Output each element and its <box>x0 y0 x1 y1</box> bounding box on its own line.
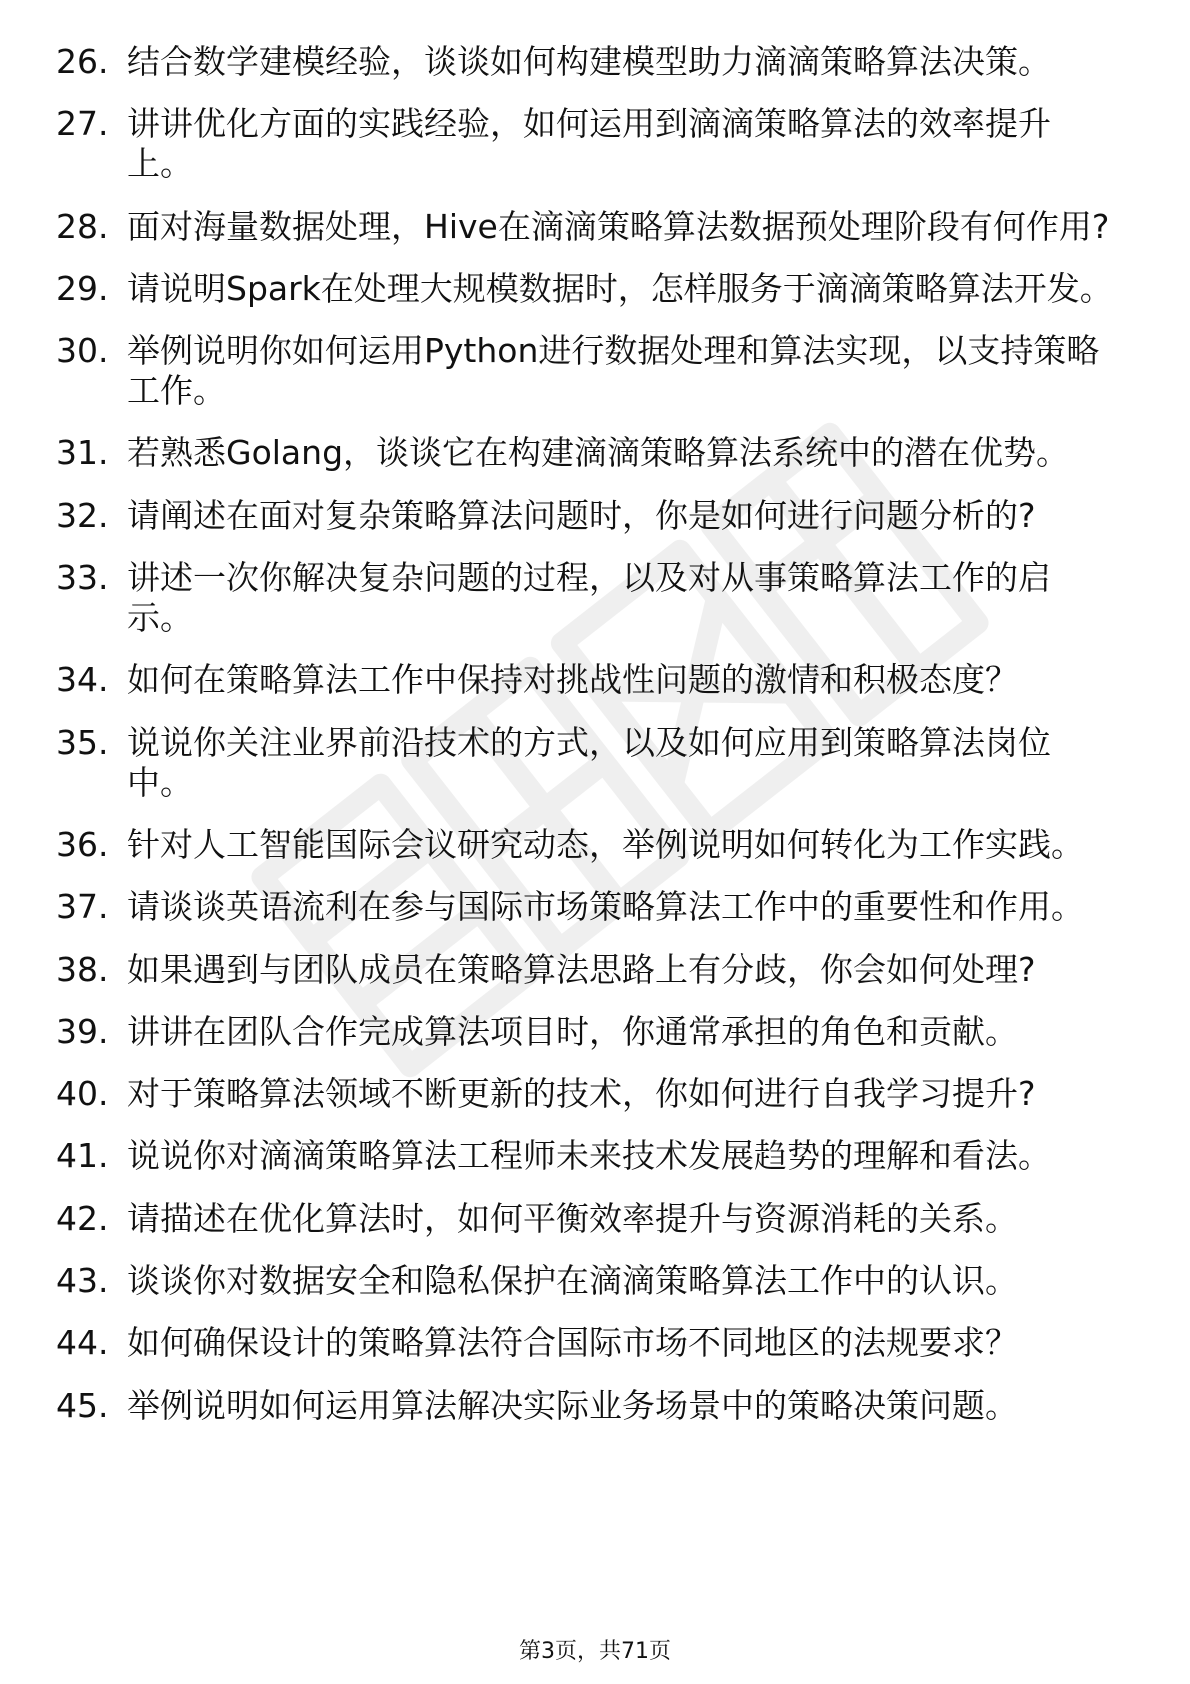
question-number: 37. <box>56 887 109 927</box>
question-number: 44. <box>56 1323 109 1363</box>
question-number: 39. <box>56 1011 109 1051</box>
question-text: 请谈谈英语流利在参与国际市场策略算法工作中的重要性和作用。 <box>127 887 1084 927</box>
question-text: 如果遇到与团队成员在策略算法思路上有分歧，你会如何处理? <box>127 949 1036 989</box>
question-item <box>56 1323 1116 1363</box>
question-number: 40. <box>56 1074 109 1114</box>
question-text: 讲述一次你解决复杂问题的过程，以及对从事策略算法工作的启示。 <box>127 558 1051 638</box>
question-item <box>56 558 1116 638</box>
question-text: 如何在策略算法工作中保持对挑战性问题的激情和积极态度？ <box>127 660 1018 700</box>
question-item <box>56 331 1116 411</box>
question-item <box>56 104 1116 184</box>
question-number: 28. <box>56 206 109 246</box>
question-item <box>56 825 1116 865</box>
question-list <box>56 42 1116 1448</box>
question-text: 请说明Spark在处理大规模数据时，怎样服务于滴滴策略算法开发。 <box>127 268 1113 308</box>
question-text: 请描述在优化算法时，如何平衡效率提升与资源消耗的关系。 <box>127 1198 1018 1238</box>
question-item <box>56 1136 1116 1176</box>
question-number: 31. <box>56 433 109 473</box>
question-number: 41. <box>56 1136 109 1176</box>
question-number: 42. <box>56 1198 109 1238</box>
question-number: 26. <box>56 42 109 81</box>
question-number: 36. <box>56 824 109 864</box>
question-text: 对于策略算法领域不断更新的技术，你如何进行自我学习提升? <box>127 1074 1036 1114</box>
question-item <box>56 207 1116 247</box>
question-text: 讲讲在团队合作完成算法项目时，你通常承担的角色和贡献。 <box>127 1011 1018 1051</box>
question-item <box>56 660 1116 700</box>
question-item <box>56 950 1116 990</box>
question-text: 若熟悉Golang，谈谈它在构建滴滴策略算法系统中的潜在优势。 <box>127 433 1070 473</box>
question-text: 面对海量数据处理，Hive在滴滴策略算法数据预处理阶段有何作用? <box>127 206 1110 246</box>
question-number: 32. <box>56 495 109 535</box>
question-text: 说说你关注业界前沿技术的方式，以及如何应用到策略算法岗位中。 <box>127 722 1051 802</box>
question-text: 如何确保设计的策略算法符合国际市场不同地区的法规要求？ <box>127 1323 1018 1363</box>
question-text: 说说你对滴滴策略算法工程师未来技术发展趋势的理解和看法。 <box>127 1136 1051 1176</box>
question-item <box>56 496 1116 536</box>
question-item <box>56 433 1116 473</box>
question-number: 29. <box>56 268 109 308</box>
question-text: 请阐述在面对复杂策略算法问题时，你是如何进行问题分析的? <box>127 495 1036 535</box>
question-number: 33. <box>56 558 109 598</box>
question-number: 43. <box>56 1261 109 1301</box>
page-number-footer: 第3页，共71页 <box>519 1639 671 1664</box>
question-item <box>56 1012 1116 1052</box>
question-item <box>56 1199 1116 1239</box>
question-text: 谈谈你对数据安全和隐私保护在滴滴策略算法工作中的认识。 <box>127 1261 1018 1301</box>
question-number: 38. <box>56 949 109 989</box>
question-item <box>56 42 1116 82</box>
question-number: 35. <box>56 722 109 762</box>
question-number: 45. <box>56 1385 109 1425</box>
question-text: 针对人工智能国际会议研究动态，举例说明如何转化为工作实践。 <box>127 824 1084 864</box>
question-text: 举例说明如何运用算法解决实际业务场景中的策略决策问题。 <box>127 1385 1018 1425</box>
question-item <box>56 887 1116 927</box>
question-text: 结合数学建模经验，谈谈如何构建模型助力滴滴策略算法决策。 <box>127 42 1051 81</box>
question-number: 34. <box>56 660 109 700</box>
question-number: 30. <box>56 331 109 371</box>
question-text: 举例说明你如何运用Python进行数据处理和算法实现，以支持策略工作。 <box>127 331 1100 411</box>
question-number: 27. <box>56 104 109 144</box>
question-item <box>56 1386 1116 1426</box>
question-item <box>56 1261 1116 1301</box>
question-item <box>56 1074 1116 1114</box>
question-text: 讲讲优化方面的实践经验，如何运用到滴滴策略算法的效率提升上。 <box>127 104 1051 184</box>
question-item <box>56 269 1116 309</box>
question-item <box>56 723 1116 803</box>
